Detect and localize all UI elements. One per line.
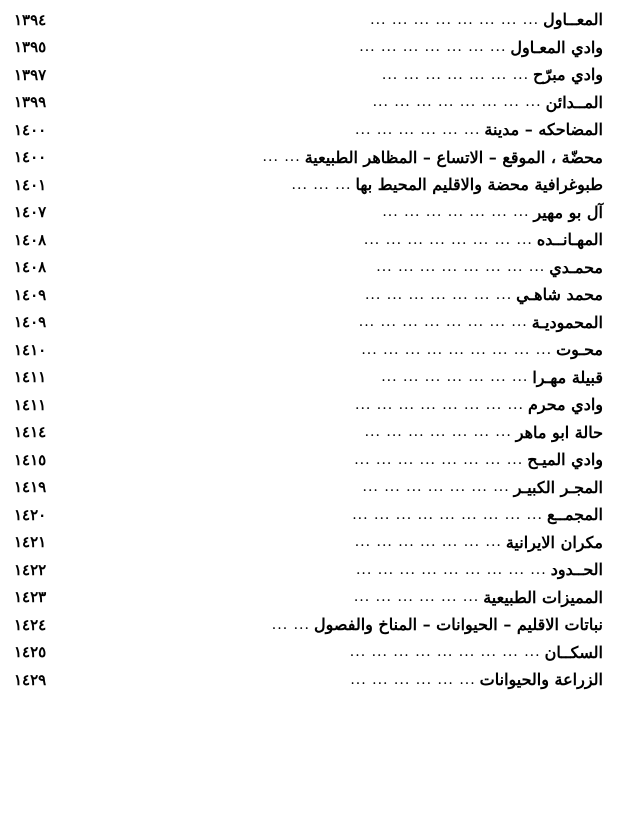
toc-leader-dots: ... ... ... ... ... ... ... xyxy=(359,39,507,56)
toc-page-number: ١٤١٩ xyxy=(14,478,47,497)
toc-entry xyxy=(14,254,603,282)
toc-entry-title: طبوغرافية محضة والاقليم المحيط بها xyxy=(355,175,603,195)
toc-page-number: ١٤٢٤ xyxy=(14,615,47,634)
toc-entry-title: قبيلة مهـرا xyxy=(532,367,603,387)
toc-entry-title: المحموديـة xyxy=(531,312,603,332)
toc-leader-dots: ... ... ... ... ... ... ... xyxy=(362,479,510,496)
toc-entry xyxy=(14,584,603,612)
toc-page-number: ١٤١٠ xyxy=(14,340,47,359)
toc-leader-dots: ... ... ... ... ... ... ... ... xyxy=(370,11,540,28)
toc-page-number: ١٤١٥ xyxy=(14,450,47,469)
toc-leader-dots: ... ... ... ... ... ... xyxy=(355,121,481,138)
toc-entry-title: الحــدود xyxy=(550,560,603,580)
toc-page-number: ١٤٢٢ xyxy=(14,560,47,579)
toc-page-number: ١٤١١ xyxy=(14,395,47,414)
toc-entry xyxy=(14,61,603,89)
toc-page-number: ١٤٢٣ xyxy=(14,588,47,607)
toc-leader-dots: ... ... xyxy=(262,149,301,166)
toc-page-number: ١٤١١ xyxy=(14,368,47,387)
toc-page-number: ١٤٠٧ xyxy=(14,203,47,222)
toc-leader-dots: ... ... ... ... ... ... xyxy=(353,589,480,606)
toc-leader-dots: ... ... ... xyxy=(291,176,352,193)
toc-entry-title: محضّة ، الموقع – الاتساع – المظاهر الطبيعية xyxy=(304,147,603,167)
toc-entry-title: حالة ابو ماهر xyxy=(515,422,603,442)
toc-entry-title: آل بو مهير xyxy=(533,202,603,222)
toc-entry xyxy=(14,116,603,144)
toc-entry xyxy=(14,391,603,419)
toc-leader-dots: ... ... ... ... ... ... ... ... xyxy=(355,396,524,413)
toc-entry xyxy=(14,226,603,254)
toc-entry-title: وادي المعـاول xyxy=(510,37,603,57)
toc-entry-title: المضاحكه – مدينة xyxy=(484,120,603,140)
toc-entry xyxy=(14,364,603,392)
toc-page-number: ١٤٠٨ xyxy=(14,230,47,249)
toc-page-number: ١٤٢٩ xyxy=(14,670,47,689)
toc-leader-dots: ... ... ... ... ... ... ... xyxy=(354,534,502,551)
toc-entry-title: المجمــع xyxy=(546,505,603,525)
toc-page-number: ١٣٩٩ xyxy=(14,93,47,112)
toc-entry xyxy=(14,6,603,34)
toc-leader-dots: ... ... ... ... ... ... ... ... xyxy=(372,94,542,111)
toc-entry xyxy=(14,144,603,172)
toc-entry-title: المميزات الطبيعية xyxy=(483,587,603,607)
toc-page-number: ١٤٠٠ xyxy=(14,120,47,139)
toc-leader-dots: ... ... ... ... ... ... ... xyxy=(364,424,512,441)
toc-entry xyxy=(14,639,603,667)
toc-leader-dots: ... ... ... ... ... ... ... ... ... xyxy=(352,506,543,523)
toc-entry-title: وادي محرم xyxy=(527,395,603,415)
toc-leader-dots: ... ... ... ... ... ... ... xyxy=(382,204,530,221)
toc-entry-title: محـوت xyxy=(556,340,603,360)
toc-entry xyxy=(14,34,603,62)
toc-entry-title: المعــاول xyxy=(543,10,603,30)
toc-entry xyxy=(14,89,603,117)
toc-entry-title: وادي مبرّح xyxy=(533,65,603,85)
toc-leader-dots: ... ... ... ... ... ... ... ... xyxy=(354,451,524,468)
toc-entry xyxy=(14,474,603,502)
toc-entry xyxy=(14,556,603,584)
toc-leader-dots: ... ... xyxy=(271,616,310,633)
toc-leader-dots: ... ... ... ... ... ... ... ... ... xyxy=(355,561,547,578)
toc-entry xyxy=(14,171,603,199)
toc-entry-title: المجـر الكبيـر xyxy=(513,477,603,497)
toc-leader-dots: ... ... ... ... ... ... ... ... xyxy=(363,231,533,248)
toc-entry-title: المــدائن xyxy=(545,92,603,112)
toc-entry xyxy=(14,309,603,337)
toc-entry xyxy=(14,281,603,309)
toc-page-number: ١٣٩٤ xyxy=(14,10,47,29)
toc-entry-title: مكران الايرانية xyxy=(505,532,603,552)
table-of-contents xyxy=(14,6,603,694)
toc-leader-dots: ... ... ... ... ... ... ... ... ... xyxy=(361,341,553,358)
toc-page-number: ١٣٩٧ xyxy=(14,65,47,84)
toc-leader-dots: ... ... ... ... ... ... ... xyxy=(381,369,529,386)
toc-entry-title: محمـدي xyxy=(549,257,603,277)
toc-entry-title: نباتات الاقليم – الحيوانات – المناخ والفصول xyxy=(313,615,603,635)
toc-page-number: ١٤٠٠ xyxy=(14,148,47,167)
toc-leader-dots: ... ... ... ... ... ... ... ... xyxy=(358,314,528,331)
toc-entry xyxy=(14,336,603,364)
toc-entry xyxy=(14,611,603,639)
toc-entry-title: محمد شاهـي xyxy=(516,285,603,305)
toc-entry xyxy=(14,501,603,529)
toc-leader-dots: ... ... ... ... ... ... ... ... xyxy=(376,259,546,276)
toc-page-number: ١٤٢٥ xyxy=(14,643,47,662)
toc-page-number: ١٤١٤ xyxy=(14,423,47,442)
toc-page-number: ١٤٠١ xyxy=(14,175,47,194)
toc-page-number: ١٤٠٩ xyxy=(14,313,47,332)
toc-entry-title: وادي الميـح xyxy=(527,450,603,470)
toc-page-number: ١٤٢٠ xyxy=(14,505,47,524)
toc-page-number: ١٤٠٨ xyxy=(14,258,47,277)
toc-entry xyxy=(14,419,603,447)
toc-page-number: ١٣٩٥ xyxy=(14,38,47,57)
toc-leader-dots: ... ... ... ... ... ... xyxy=(350,671,476,688)
toc-entry xyxy=(14,199,603,227)
toc-entry xyxy=(14,446,603,474)
toc-entry-title: السكــان xyxy=(544,642,603,662)
toc-entry xyxy=(14,666,603,694)
toc-leader-dots: ... ... ... ... ... ... ... xyxy=(364,286,513,303)
toc-leader-dots: ... ... ... ... ... ... ... xyxy=(381,66,530,83)
toc-page-number: ١٤٠٩ xyxy=(14,285,47,304)
toc-entry-title: المهـانــده xyxy=(536,230,603,250)
toc-leader-dots: ... ... ... ... ... ... ... ... ... xyxy=(349,644,541,661)
toc-page-number: ١٤٢١ xyxy=(14,533,47,552)
toc-entry xyxy=(14,529,603,557)
toc-entry-title: الزراعة والحيوانات xyxy=(479,670,603,690)
